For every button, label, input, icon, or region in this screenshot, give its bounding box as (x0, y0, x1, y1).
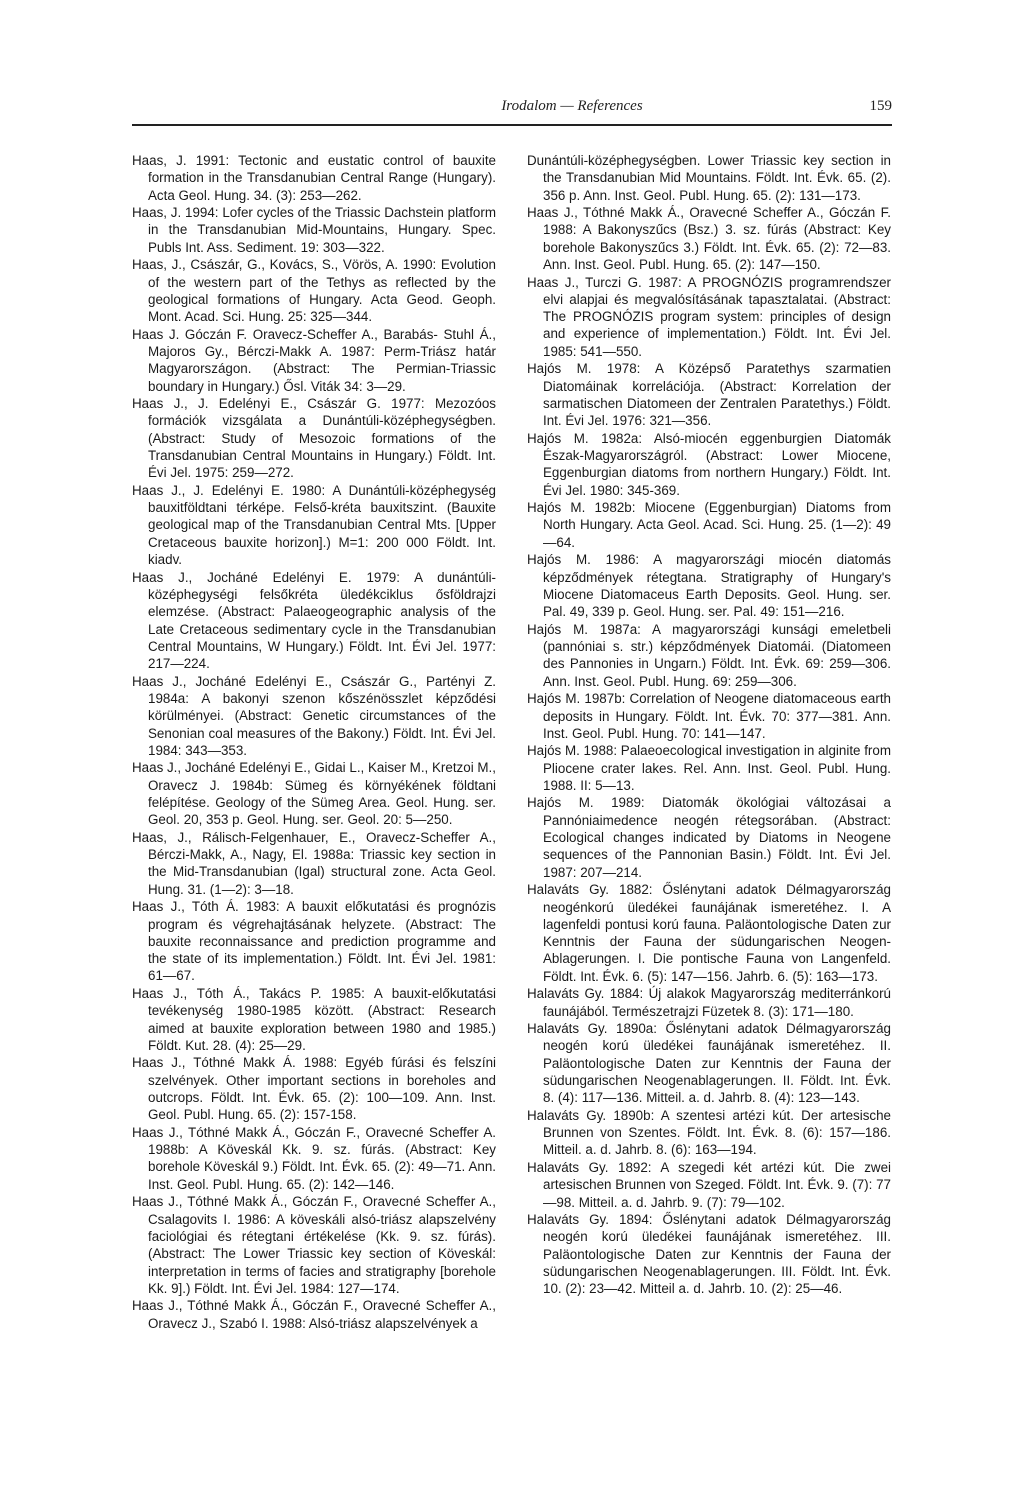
reference-entry: Haas J., J. Edelényi E. 1980: A Dunántúli-középhegység bauxitföldtani térképe. Felső-kréta bauxitszint. (Bauxite geological map of the Transdanubian Central Mts. [Upper Cretaceous bauxite horizon].) M=1: 200 000 Földt. Int. kiadv. (132, 482, 496, 568)
reference-entry: Halaváts Gy. 1892: A szegedi két artézi kút. Die zwei artesischen Brunnen von Szeged. Földt. Int. Évk. 9. (7): 77—98. Mitteil. a. d. Jahrb. 9. (7): 79—102. (527, 1159, 891, 1210)
reference-entry: Hajós M. 1982a: Alsó-miocén eggenburgien Diatomák Észak-Magyarországról. (Abstract: Lower Miocene, Eggenburgian diatoms from northern Hungary.) Földt. Int. Évi Jel. 1980: 345-369. (527, 430, 891, 498)
reference-entry: Haas J., J. Edelényi E., Császár G. 1977: Mezozóos formációk vizsgálata a Dunántúli-középhegységben. (Abstract: Study of Mesozoic formations of the Transdanubian Central Mountains in Hungary.) Földt. Int. Évi Jel. 1975: 259—272. (132, 396, 496, 481)
reference-entry: Hajós M. 1986: A magyarországi miocén diatomás képződmények rétegtana. Stratigraphy of Hungary's Miocene Diatomaceus Earth Deposits. Geol. Hung. ser. Pal. 49, 339 p. Geol. Hung. ser. Pal. 49: 151—216. (527, 552, 891, 620)
reference-entry: Haas J., Turczi G. 1987: A PROGNÓZIS programrendszer elvi alapjai és megvalósításának tapasztalatai. (Abstract: The PROGNÓZIS program system: principles of design and experience of implementation.) Földt. Int. Évi Jel. 1985: 541—550. (527, 274, 891, 359)
reference-entry: Halaváts Gy. 1890b: A szentesi artézi kút. Der artesische Brunnen von Szentes. Földt. Int. Évk. 8. (6): 157—186. Mitteil. a. d. Jahrb. 8. (6): 163—194. (527, 1107, 891, 1158)
right-column (527, 152, 891, 1298)
reference-entry: Haas J., Tóthné Makk Á., Góczán F., Oravecné Scheffer A., Oravecz J., Szabó I. 1988: Alsó-triász alapszelvények a (132, 1298, 496, 1331)
reference-entry: Haas J., Tóthné Makk Á. 1988: Egyéb fúrási és felszíni szelvények. Other important sections in boreholes and outcrops. Földt. Int. Évk. 65. (2): 100—109. Ann. Inst. Geol. Publ. Hung. 65. (2): 157-158. (132, 1055, 496, 1123)
reference-entry: Haas J., Tóthné Makk Á., Góczán F., Oravecné Scheffer A., Csalagovits I. 1986: A köveskáli alsó-triász alapszelvény faciológiai és rétegtani értékelése (Kk. 9. sz. fúrás). (Abstract: The Lower Triassic key section of Köveskál: interpretation in terms of facies and stratigraphy [borehole Kk. 9].) Földt. Int. Évi Jel. 1984: 127—174. (132, 1194, 496, 1296)
reference-entry: Hajós M. 1982b: Miocene (Eggenburgian) Diatoms from North Hungary. Acta Geol. Acad. Sci. Hung. 25. (1—2): 49—64. (527, 500, 891, 550)
reference-entry: Hajós M. 1987a: A magyarországi kunsági emeletbeli (pannóniai s. str.) képződmények Diatomái. (Diatomeen des Pannonies in Ungarn.) Földt. Int. Évk. 69: 259—306. Ann. Inst. Geol. Publ. Hung. 69: 259—306. (527, 621, 891, 689)
reference-entry: Haas J., Tóthné Makk Á., Oravecné Scheffer A., Góczán F. 1988: A Bakonyszűcs (Bsz.) 3. sz. fúrás (Abstract: Key borehole Bakonyszűcs 3.) Földt. Int. Évk. 65. (2): 72—83. Ann. Inst. Geol. Publ. Hung. 65. (2): 147—150. (527, 205, 891, 273)
reference-entry: Haas J., Tóthné Makk Á., Góczán F., Oravecné Scheffer A. 1988b: A Köveskál Kk. 9. sz. fúrás. (Abstract: Key borehole Köveskál 9.) Földt. Int. Évk. 65. (2): 49—71. Ann. Inst. Geol. Publ. Hung. 65. (2): 142—146. (132, 1124, 496, 1192)
reference-entry: Haas, J. 1991: Tectonic and eustatic control of bauxite formation in the Transdanubian Central Range (Hungary). Acta Geol. Hung. 34. (3): 253—262. (132, 153, 496, 203)
reference-entry: Haas J. Góczán F. Oravecz-Scheffer A., Barabás- Stuhl Á., Majoros Gy., Bérczi-Makk A. 1987: Perm-Triász határ Magyarországon. (Abstract: The Permian-Triassic boundary in Hungary.) Ősl. Viták 34: 3—29. (132, 326, 496, 394)
reference-entry: Haas J., Tóth Á. 1983: A bauxit előkutatási és prognózis program és végrehajtásának helyzete. (Abstract: The bauxite reconnaissance and prediction programme and the state of its implementation.) Földt. Int. Évi Jel. 1981: 61—67. (132, 899, 496, 984)
reference-entry: Haas, J., Császár, G., Kovács, S., Vörös, A. 1990: Evolution of the western part of the Tethys as reflected by the geological formations of Hungary. Acta Geod. Geoph. Mont. Acad. Sci. Hung. 25: 325—344. (132, 257, 496, 325)
reference-entry: Halaváts Gy. 1890a: Őslénytani adatok Délmagyarország neogén korú üledékei faunájának ismeretéhez. II. Paläontologische Daten zur Kenntnis der Fauna der südungarischen Neogenablagerungen. II. Földt. Int. Évk. 8. (4): 117—136. Mitteil. a. d. Jahrb. 8. (4): 123—143. (527, 1021, 891, 1106)
reference-entry: Hajós M. 1988: Palaeoecological investigation in alginite from Pliocene crater lakes. Rel. Ann. Inst. Geol. Publ. Hung. 1988. II: 5—13. (527, 743, 891, 793)
reference-entry: Haas J., Jocháné Edelényi E., Császár G., Partényi Z. 1984a: A bakonyi szenon kőszénösszlet képződési körülményei. (Abstract: Genetic circumstances of the Senonian coal measures of the Bakony.) Földt. Int. Évi Jel. 1984: 343—353. (132, 673, 496, 758)
reference-entry: Haas J., Jocháné Edelényi E., Gidai L., Kaiser M., Kretzoi M., Oravecz J. 1984b: Sümeg és környékének földtani felépítése. Geology of the Sümeg Area. Geol. Hung. ser. Geol. 20, 353 p. Geol. Hung. ser. Geol. 20: 5—250. (132, 760, 496, 828)
reference-entry: Haas J., Jocháné Edelényi E. 1979: A dunántúli-középhegységi felsőkréta üledékciklus ősföldrajzi elemzése. (Abstract: Palaeogeographic analysis of the Late Cretaceous sedimentary cycle in the Transdanubian Central Mountains, W Hungary.) Földt. Int. Évi Jel. 1977: 217—224. (132, 569, 496, 672)
reference-entry: Hajós M. 1989: Diatomák ökológiai változásai a Pannóniaimedence neogén rétegsorában. (Abstract: Ecological changes indicated by Diatoms in Neogene sequences of the Pannonian Basin.) Földt. Int. Évi Jel. 1987: 207—214. (527, 795, 891, 880)
header-title: Irodalom — References (501, 98, 643, 114)
left-column (132, 152, 496, 1332)
reference-entry: Halaváts Gy. 1894: Őslénytani adatok Délmagyarország neogén korú üledékei faunájának ismeretéhez. III. Paläontologische Daten zur Kenntnis der Fauna der südungarischen Neogenablagerungen. III. Földt. Int. Évk. 10. (2): 23—42. Mitteil a. d. Jahrb. 10. (2): 25—46. (527, 1212, 891, 1297)
reference-entry: Hajós M. 1978: A Középső Paratethys szarmatien Diatomáinak korrelációja. (Abstract: Korrelation der sarmatischen Diatomeen der Zentralen Paratethys.) Földt. Int. Évi Jel. 1976: 321—356. (527, 361, 891, 429)
reference-entry: Haas, J., Rálisch-Felgenhauer, E., Oravecz-Scheffer A., Bérczi-Makk, A., Nagy, El. 1988a: Triassic key section in the Mid-Transdanubian (Igal) structural zone. Acta Geol. Hung. 31. (1—2): 3—18. (132, 829, 496, 897)
reference-entry: Halaváts Gy. 1882: Őslénytani adatok Délmagyarország neogénkorú üledékei faunájának ismeretéhez. I. A lagenfeldi pontusi korú fauna. Paläontologische Daten zur Kenntnis der Fauna der südungarischen Neogen-Ablagerungen. I. Die pontische Fauna von Langenfeld. Földt. Int. Évk. 6. (5): 147—156. Jahrb. 6. (5): 163—173. (527, 882, 891, 984)
reference-entry: Dunántúli-középhegységben. Lower Triassic key section in the Transdanubian Mid Mountains. Földt. Int. Évk. 65. (2). 356 p. Ann. Inst. Geol. Publ. Hung. 65. (2): 131—173. (527, 153, 891, 203)
reference-entry: Haas J., Tóth Á., Takács P. 1985: A bauxit-előkutatási tevékenység 1980-1985 között. (Abstract: Research aimed at bauxite exploration between 1980 and 1985.) Földt. Kut. 28. (4): 25—29. (132, 986, 496, 1053)
page-number: 159 (869, 98, 892, 114)
reference-entry: Halaváts Gy. 1884: Új alakok Magyarország mediterránkorú faunájából. Természetrajzi Füzetek 8. (3): 171—180. (527, 986, 891, 1019)
header-rule (132, 124, 892, 126)
reference-entry: Hajós M. 1987b: Correlation of Neogene diatomaceous earth deposits in Hungary. Földt. Int. Évk. 70: 377—381. Ann. Inst. Geol. Publ. Hung. 70: 141—147. (527, 691, 891, 741)
reference-entry: Haas, J. 1994: Lofer cycles of the Triassic Dachstein platform in the Transdanubian Mid-Mountains, Hungary. Spec. Publs Int. Ass. Sediment. 19: 303—322. (132, 205, 496, 255)
